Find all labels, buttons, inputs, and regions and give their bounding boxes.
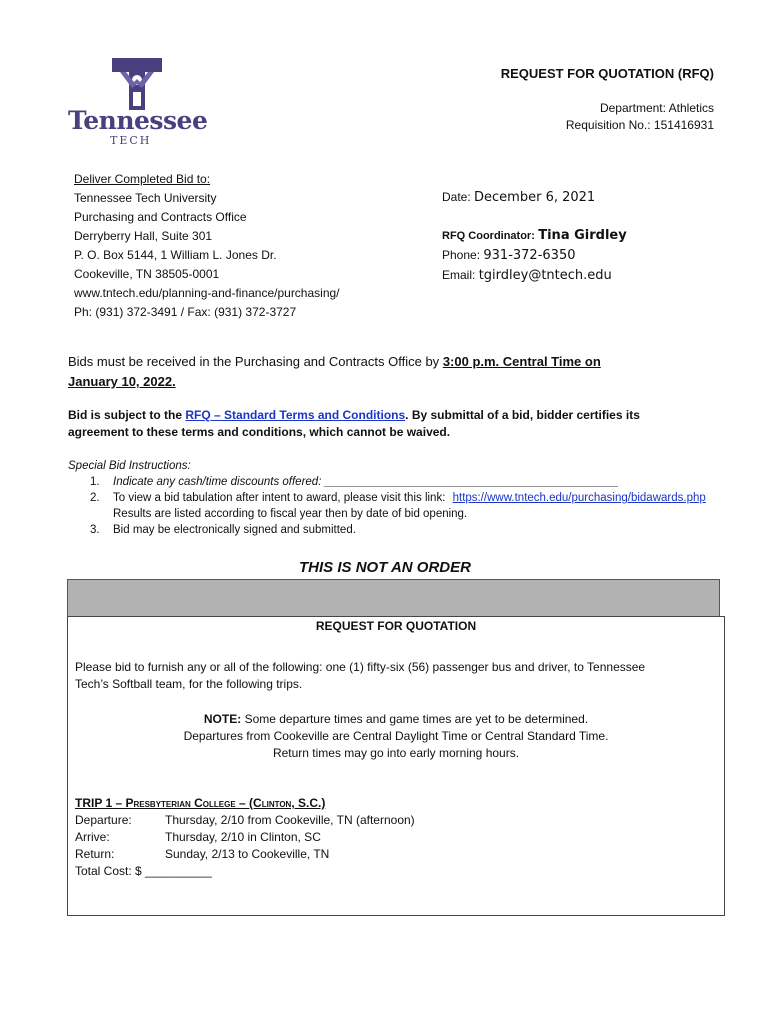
deliver-line: Purchasing and Contracts Office — [74, 210, 247, 224]
terms-paragraph — [68, 407, 640, 441]
note-line: Return times may go into early morning hours. — [272, 746, 520, 760]
logo-subtext: TECH — [110, 134, 152, 147]
instruction-item-1: Indicate any cash/time discounts offered: ______________________________________________ — [113, 476, 619, 488]
contact-block — [442, 190, 627, 288]
instruction-item-2-cont: Results are listed according to fiscal year then by date of bid opening. — [113, 508, 468, 520]
date-value: December 6, 2021 — [474, 190, 596, 205]
instructions-heading: Special Bid Instructions: — [68, 460, 191, 472]
deliver-line: Derryberry Hall, Suite 301 — [74, 229, 213, 243]
deliver-line: Ph: (931) 372-3491 / Fax: (931) 372-3727 — [74, 305, 297, 319]
rfq-box-heading: REQUEST FOR QUOTATION — [315, 619, 477, 633]
trip-title: TRIP 1 – Presbyterian College – (Clinton, S.C.) — [75, 796, 326, 810]
deliver-heading: Deliver Completed Bid to: — [74, 172, 211, 186]
trip-row-label: Arrive: — [75, 830, 110, 844]
instruction-item-2: To view a bid tabulation after intent to award, please visit this link: — [113, 492, 446, 504]
trip-row — [75, 812, 415, 829]
email-value[interactable]: tgirdley@tntech.edu — [478, 268, 612, 283]
deliver-line: Tennessee Tech University — [74, 191, 217, 205]
rfq-box — [67, 616, 725, 916]
trip-row-value: Thursday, 2/10 in Clinton, SC — [165, 830, 321, 844]
rfq-intro-line: Please bid to furnish any or all of the following: one (1) fifty-six (56) passenger bus and driver, to Tennessee — [75, 660, 646, 674]
item-number: 3. — [90, 524, 100, 536]
university-logo — [68, 58, 208, 148]
logo-wordmark: Tennessee — [68, 106, 208, 135]
trip-row-label: Departure: — [75, 813, 132, 827]
phone-value: 931-372-6350 — [483, 248, 576, 263]
deliver-line: www.tntech.edu/planning-and-finance/purchasing/ — [74, 286, 340, 300]
item-number: 2. — [90, 492, 100, 504]
trip-row-label: Return: — [75, 847, 115, 861]
trip-row-value: Sunday, 2/13 to Cookeville, TN — [165, 847, 330, 861]
note-line: Some departure times and game times are yet to be determined. — [244, 712, 589, 726]
item-number: 1. — [90, 476, 100, 488]
total-cost-field[interactable]: Total Cost: $ __________ — [75, 864, 212, 878]
bidawards-link[interactable]: https://www.tntech.edu/purchasing/bidawards.php — [452, 492, 706, 504]
terms-suffix: . By submittal of a bid, bidder certifies its — [405, 408, 640, 422]
instruction-item-3: Bid may be electronically signed and submitted. — [113, 524, 356, 536]
terms-line2: agreement to these terms and conditions, which cannot be waived. — [68, 425, 451, 439]
rfq-intro-line: Tech’s Softball team, for the following trips. — [75, 677, 303, 691]
trip-row — [75, 829, 415, 846]
note-label: NOTE: — [203, 712, 242, 726]
coordinator-label: RFQ Coordinator: — [442, 230, 535, 242]
deliver-line: Cookeville, TN 38505-0001 — [74, 267, 220, 281]
grey-header-bar — [67, 579, 720, 617]
coordinator-value: Tina Girdley — [538, 228, 627, 243]
trip-row-value: Thursday, 2/10 from Cookeville, TN (afternoon) — [165, 813, 415, 827]
deliver-line: P. O. Box 5144, 1 William L. Jones Dr. — [74, 248, 277, 262]
department: Department: Athletics — [599, 101, 714, 115]
special-instructions — [68, 458, 706, 538]
deliver-block — [74, 170, 340, 322]
deadline-time: 3:00 p.m. Central Time on — [442, 354, 601, 369]
requisition-number: Requisition No.: 151416931 — [565, 118, 714, 132]
tech-logo-icon — [112, 58, 162, 110]
note-line: Departures from Cookeville are Central Daylight Time or Central Standard Time. — [183, 729, 609, 743]
terms-link[interactable]: RFQ – Standard Terms and Conditions — [185, 408, 406, 422]
phone-label: Phone: — [442, 248, 481, 262]
trip-row — [75, 846, 415, 863]
deadline-text: Bids must be received in the Purchasing and Contracts Office by — [68, 354, 440, 369]
not-an-order-notice: THIS IS NOT AN ORDER — [299, 559, 471, 576]
terms-prefix: Bid is subject to the — [68, 408, 183, 422]
deadline-date: January 10, 2022. — [68, 374, 176, 389]
date-label: Date: — [442, 190, 471, 204]
deadline-notice — [68, 352, 601, 392]
page-title: REQUEST FOR QUOTATION (RFQ) — [500, 66, 714, 81]
email-label: Email: — [442, 268, 476, 282]
